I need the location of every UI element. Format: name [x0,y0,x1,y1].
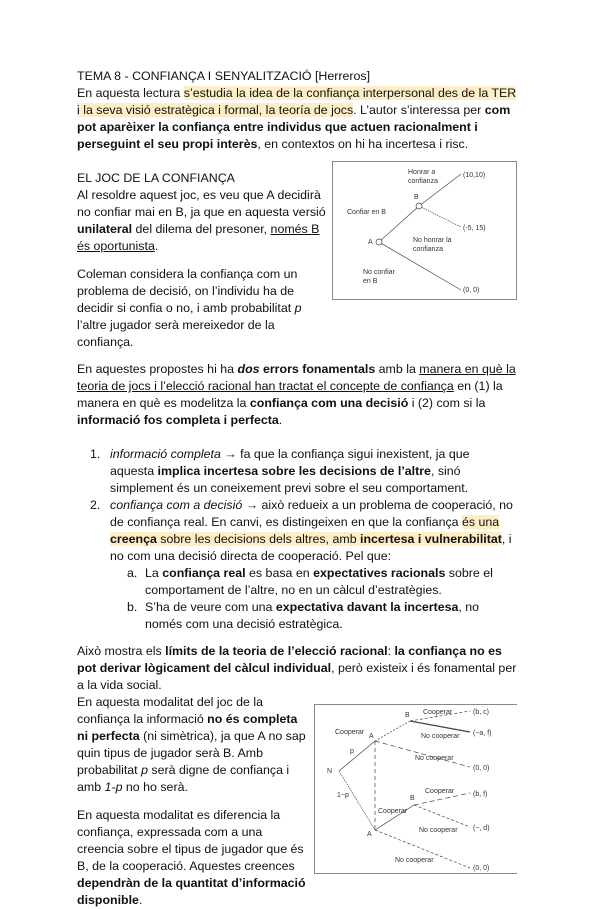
confiar-label: Confiar en B [347,209,386,216]
payoff-no-honrar: (-5, 15) [463,225,486,232]
text-run: Coleman considera la confiança com un problema de decisió, on l’individu ha de decidir si confia o no, i amb probabilitat [77,267,298,315]
bold-text: com pot aparèixer la confiança entre individus que actuen racionalment i perseguint el seu propi interès [77,103,511,151]
text-run: : [387,644,395,658]
text-run: serà digne de confiança i amb [77,763,290,794]
text-run: només B és oportunista [77,222,320,253]
joc-row [77,170,517,351]
bold-text: la confiança no es pot derivar lògicament del càlcul individual [77,644,502,675]
bold-text: unilateral [77,222,133,236]
text-run: Al resoldre aquest joc, es veu que A decidirà no confiar mai en B, ja que en aquesta versió [77,188,326,219]
text-run: informació completa [110,447,221,461]
text-run: l’altre jugador serà mereixedor de la confiança. [77,318,275,349]
intro-section [77,68,517,153]
highlighted-text: incertesa i vulnerabilitat [360,532,502,546]
text-run: del dilema del presoner, [132,222,271,236]
text-run: EL JOC DE LA CONFIANÇA [77,171,235,185]
bold-text: no és completa ni perfecta [77,712,298,743]
paragraph [77,361,517,429]
highlighted-text: sobre les decisions dels altres, amb [156,532,361,546]
coop-b-bottom: Cooperar [425,788,455,795]
text-run: p [141,763,148,777]
list-item [77,497,517,565]
text-run: confiança com a decisió [110,498,243,512]
nocoop-b-top: No cooperar [421,733,460,740]
text-run: , però existeix i és fonamental per a la vida social. [77,661,517,692]
text-run: . [278,413,283,427]
a-top-label: A [369,733,374,740]
text-run: . [138,893,143,907]
text-run: amb la [375,362,420,376]
bold-text: límits de la teoria de l’elecció racional [165,644,388,658]
text-run: En aquestes propostes hi ha [77,362,238,376]
bold-text: expectatives racionals [313,566,446,580]
text-run: (ni simètrica), ja que A no sap quin tipus de jugador serà B. Amb probabilitat [77,729,306,777]
nocoop-a-bottom: No cooperar [395,857,434,864]
nature-node-label: N [327,768,333,775]
bold-text: confiança real [162,566,246,580]
a-bottom-label: A [367,831,372,838]
list-item [77,565,517,599]
bold-text: dependràn de la quantitat d’informació disponible [77,876,306,907]
highlighted-text: és una [461,515,500,529]
text-run: no ho serà. [122,780,188,794]
honrar-label-2: confianza [408,178,438,185]
no-honrar-label: No honrar la [413,237,452,244]
payoff-3: (0, 0) [473,765,490,772]
text-run: en (1) la manera en què es modelitza la [77,379,503,410]
nocoop-b-bottom: No cooperar [419,827,458,834]
incomplete-info-game-figure [314,704,517,874]
list-number: 2. [90,498,101,512]
nocoop-a-top: No cooperar [415,755,454,762]
bold-text: confiança com una decisió [249,396,409,410]
no-confiar-label-2: en B [363,278,378,285]
text-run: → fa que la confiança sigui inexistent, ja que aquesta [110,447,470,478]
payoff-1: (b, c) [473,709,489,716]
p-label: p [350,748,354,755]
no-honrar-label-2: confianza [413,246,443,253]
b-bottom-label: B [410,795,415,802]
bold-text: errors fonamentals [259,362,376,376]
errors-section [77,361,517,429]
text-run: manera en què la teoria de jocs i l’elecció racional han tractat el concepte de confiança [77,362,516,393]
text-run: , en contextos on hi ha incertesa i risc. [257,137,469,151]
trust-game-figure [332,161,517,300]
text-run: . [154,239,159,253]
bold-text: expectativa davant la incertesa [275,600,459,614]
text-run: , sinó simplement és un coneixement previ sobre el seu comportament. [110,464,469,495]
highlighted-text: creença [110,532,157,546]
payoff-4: (b, f) [473,791,488,798]
bold-text: implica incertesa sobre les decisions de l’altre [157,464,431,478]
paragraph [77,643,517,694]
honrar-label: Honrar a [408,169,436,176]
modalitat-row [77,694,517,909]
list-number: b. [127,600,138,614]
list-number: 1. [90,447,101,461]
coop-a-top: Cooperar [335,729,365,736]
paragraph [77,266,326,351]
text-run: , i no com una decisió directa de cooperació. Pel que: [110,532,512,563]
joc-confianca-section [77,170,326,351]
text-run: Això mostra els [77,644,166,658]
highlighted-text: s’estudia la idea de la confiança interpersonal des de la TER i la seva visió estratègica i formal, la teoría de jocs [77,86,517,117]
text-run: , no només com una decisió estratègica. [145,600,480,631]
text-run: p [294,301,302,315]
payoff-no-confiar: (0, 0) [463,287,480,294]
b-top-label: B [405,712,410,719]
text-run: es basa en [245,566,314,580]
text-run: En aquesta lectura [77,86,184,100]
payoff-honrar: (10,10) [463,172,486,179]
bold-text: dos [237,362,260,376]
paragraph [77,187,326,255]
text-run: sobre el comportament de l’altre, no en un càlcul d’estratègies. [145,566,493,597]
payoff-6: (0, 0) [473,865,490,872]
text-run: En aquesta modalitat del joc de la confiança la informació [77,695,263,726]
payoff-5: (−, d) [473,825,490,832]
list-number: a. [127,566,138,580]
text-run: → això redueix a un problema de cooperació, no de confiança real. En canvi, es distingeixen en que la confiança [110,498,513,529]
modalitat-section [77,694,306,909]
text-run: . L’autor s’interessa per [353,103,485,117]
node-b-label: B [414,194,419,201]
payoff-2: (−a, f) [473,730,492,737]
text-run: 1-p [104,780,123,794]
no-confiar-label: No confiar [363,269,395,276]
text-run: TEMA 8 - CONFIANÇA I SENYALITZACIÓ [Herreros] [77,69,371,83]
node-a-label: A [368,239,373,246]
coop-b-top: Cooperar [423,709,453,716]
paragraph [77,170,326,187]
paragraph [77,68,517,85]
numbered-list [77,446,517,633]
coop-a-bottom: Cooperar [378,808,408,815]
limits-section [77,643,517,694]
text-run: i (2) com si la [408,396,486,410]
one-minus-p-label: 1−p [337,792,349,799]
document-page [77,68,517,909]
paragraph [77,807,306,909]
paragraph [77,85,517,153]
text-run: En aquesta modalitat es diferencia la confiança, expressada com a una creencia sobre el tipus de jugador que és B, de la cooperació. Aquestes creences [77,808,304,873]
list-item [77,599,517,633]
paragraph [77,694,306,796]
list-item [77,446,517,497]
text-run: S’ha de veure com una [145,600,276,614]
text-run: La [145,566,163,580]
bold-text: informació fos completa i perfecta [77,413,279,427]
